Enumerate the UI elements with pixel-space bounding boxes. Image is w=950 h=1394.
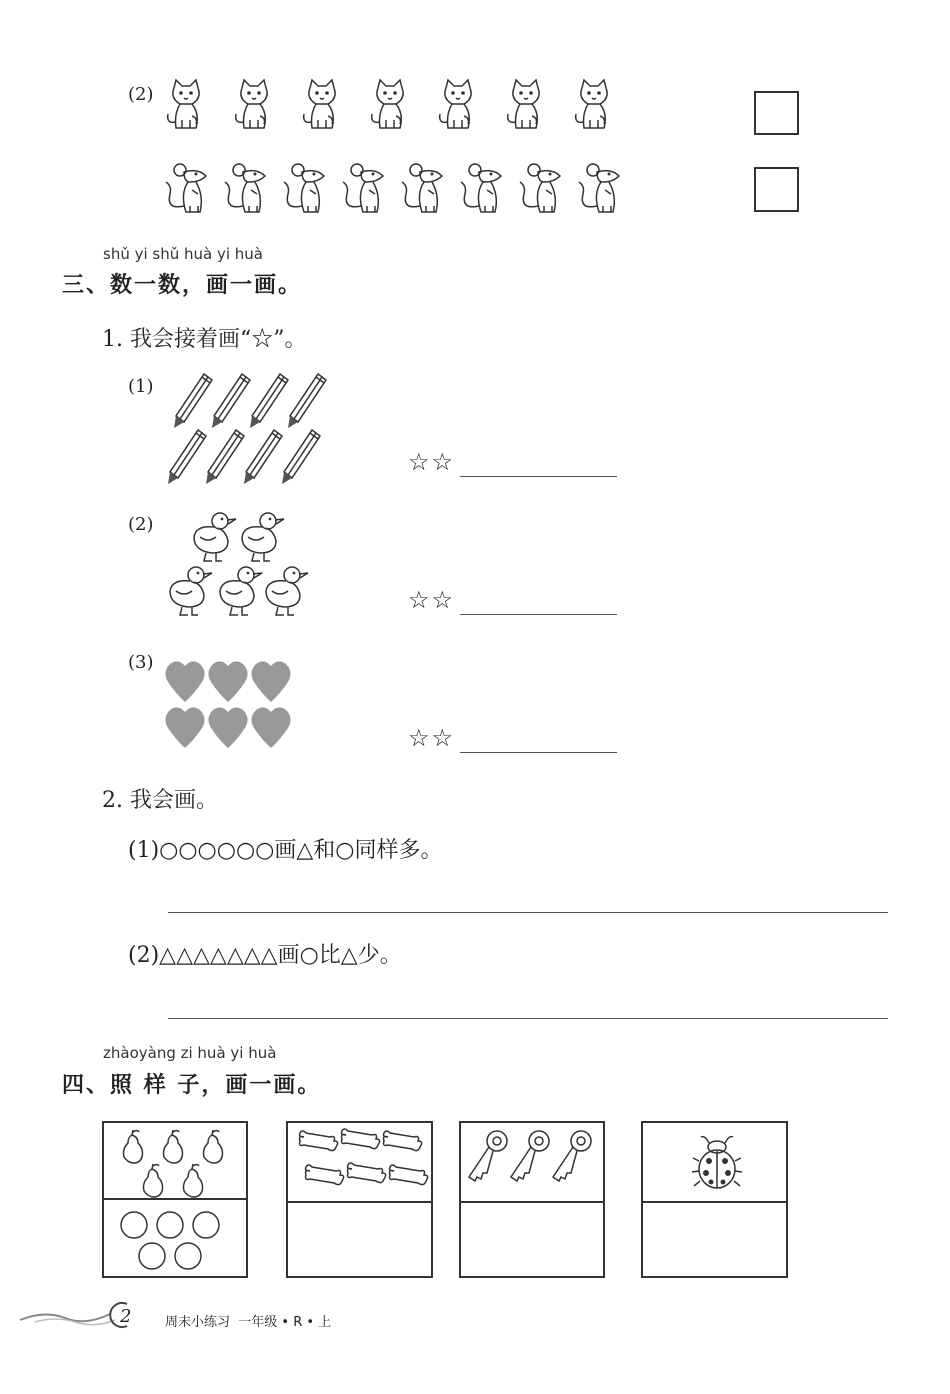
- pear-icon: [184, 1164, 203, 1197]
- q1-item1-answer-line[interactable]: [460, 476, 617, 477]
- pencil-icon: [282, 430, 320, 484]
- heart-icon: [251, 707, 290, 748]
- q1-item3-answer-line[interactable]: [460, 752, 617, 753]
- footer-decoration: [15, 1300, 135, 1330]
- q1-item1-label: (1): [128, 376, 154, 397]
- key-icon: [553, 1131, 591, 1181]
- q2-item1-text: (1)○○○○○○画△和○同样多。: [128, 838, 443, 863]
- duck-icon: [220, 567, 262, 615]
- heart-icon: [251, 661, 290, 702]
- heart-icon: [165, 707, 204, 748]
- mouse-icon: [520, 164, 560, 212]
- bone-icon: [348, 1163, 386, 1183]
- section4-title: 四、照 样 子，画一画。: [62, 1073, 322, 1098]
- mouse-icon: [402, 164, 442, 212]
- bone-icon: [384, 1131, 422, 1151]
- q1-item3-label: (3): [128, 652, 154, 673]
- q2-item2-text: (2)△△△△△△△画○比△少。: [128, 943, 402, 968]
- q1-item2-label: (2): [128, 514, 154, 535]
- bone-icon: [342, 1129, 380, 1149]
- pencil-icon: [174, 374, 212, 428]
- section3-title: 三、数一数，画一画。: [62, 273, 303, 298]
- cat-icon: [168, 80, 199, 128]
- example-box-pears: [102, 1121, 248, 1278]
- key-icon: [469, 1131, 507, 1181]
- mouse-icon: [461, 164, 501, 212]
- bone-icon: [300, 1131, 338, 1151]
- answer-box-mice[interactable]: [754, 167, 799, 212]
- section4-pinyin: zhàoyàng zi huà yi huà: [103, 1044, 277, 1062]
- mouse-row: [162, 160, 642, 222]
- pencil-icon: [244, 430, 282, 484]
- cat-icon: [372, 80, 403, 128]
- draw-box-keys[interactable]: [459, 1121, 605, 1278]
- pear-icon: [164, 1130, 183, 1163]
- pencil-icon: [206, 430, 244, 484]
- pencil-icon: [288, 374, 326, 428]
- section3-pinyin: shǔ yi shǔ huà yi huà: [103, 245, 263, 263]
- duck-icon: [266, 567, 308, 615]
- q1-item2-answer-line[interactable]: [460, 614, 617, 615]
- q1-item2-stars: ☆☆: [408, 586, 456, 614]
- pencil-icon: [212, 374, 250, 428]
- bone-icon: [390, 1165, 428, 1185]
- circle-icon: [114, 1205, 240, 1273]
- cat-icon: [508, 80, 539, 128]
- pencil-group: [162, 370, 337, 488]
- mouse-icon: [579, 164, 619, 212]
- bone-icon: [306, 1165, 344, 1185]
- bone-icon: [294, 1125, 430, 1199]
- cat-icon: [304, 80, 335, 128]
- cat-icon: [236, 80, 267, 128]
- q1-title: 1. 我会接着画“☆”。: [102, 327, 307, 352]
- q1-item3-stars: ☆☆: [408, 724, 456, 752]
- duck-icon: [242, 513, 284, 561]
- heart-icon: [208, 707, 247, 748]
- key-icon: [465, 1129, 601, 1195]
- cat-row: [162, 78, 632, 138]
- duck-icon: [170, 567, 212, 615]
- pear-icon: [144, 1164, 163, 1197]
- pear-icon: [112, 1127, 238, 1197]
- pear-icon: [204, 1130, 223, 1163]
- draw-box-ladybug[interactable]: [641, 1121, 788, 1278]
- q2-item1-answer-line[interactable]: [168, 912, 888, 913]
- draw-box-bones[interactable]: [286, 1121, 433, 1278]
- page-number: 2: [120, 1306, 132, 1327]
- pencil-icon: [250, 374, 288, 428]
- mouse-icon: [225, 164, 265, 212]
- heart-icon: [165, 661, 204, 702]
- answer-box-cats[interactable]: [754, 91, 799, 135]
- cat-icon: [440, 80, 471, 128]
- pencil-icon: [168, 430, 206, 484]
- heart-group: [164, 660, 299, 752]
- duck-icon: [194, 513, 236, 561]
- mouse-icon: [343, 164, 383, 212]
- pear-icon: [124, 1130, 143, 1163]
- q2-title: 2. 我会画。: [102, 788, 218, 813]
- ladybug-icon: [691, 1131, 743, 1193]
- item-label: (2): [128, 84, 154, 105]
- cat-icon: [576, 80, 607, 128]
- key-icon: [511, 1131, 549, 1181]
- mouse-icon: [284, 164, 324, 212]
- q2-item2-answer-line[interactable]: [168, 1018, 888, 1019]
- heart-icon: [208, 661, 247, 702]
- mouse-icon: [166, 164, 206, 212]
- footer-text: 周末小练习 一年级 • R • 上: [165, 1315, 332, 1330]
- duck-group: [162, 505, 322, 625]
- q1-item1-stars: ☆☆: [408, 448, 456, 476]
